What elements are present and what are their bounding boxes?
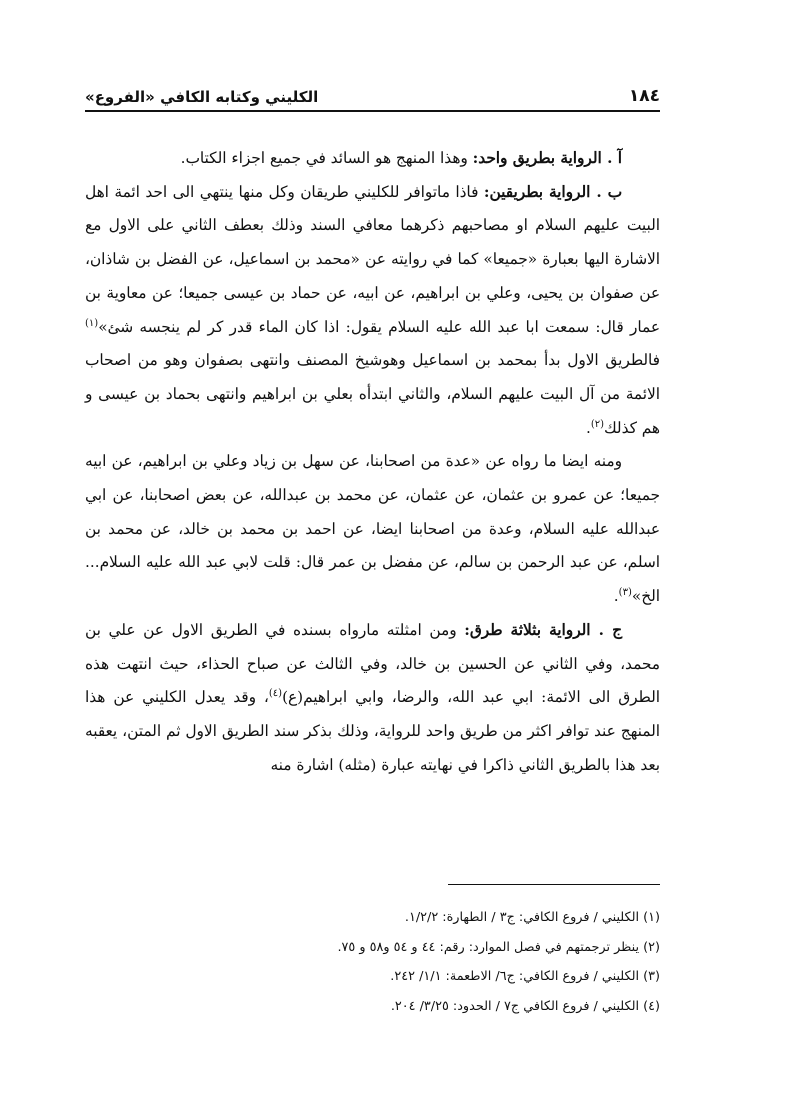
paragraph-text: وهذا المنهج هو السائد في جميع اجزاء الكتاب.	[180, 149, 473, 167]
paragraph-text: فاذا ماتوافر للكليني طريقان وكل منها ينتهي الى احد ائمة اهل البيت عليهم السلام او مصاحبهم ذكرهما معافي السند وذلك بعطف الثاني على الاول مع الاشارة اليها بعبارة «جميعا» كما في روايته عن «محمد بن اسماعيل، عن الفضل بن شاذان، عن صفوان بن يحيى، وعلي بن ابراهيم، عن ابيه، عن حماد بن عيسى جميعا؛ عن معاوية بن عمار قال: سمعت ابا عبد الله عليه السلام يقول: اذا كان الماء قدر كر لم ينجسه شئ»	[85, 182, 660, 336]
section-lead-a: آ . الرواية بطريق واحد:	[472, 149, 622, 167]
running-title: الكليني وكتابه الكافي «الفروع»	[85, 88, 319, 106]
section-lead-c: ج . الرواية بثلاثة طرق:	[464, 620, 622, 639]
footnote-ref-1[interactable]: (١)	[85, 317, 99, 329]
page-number: ١٨٤	[628, 86, 660, 106]
paragraph-text: .	[585, 418, 591, 437]
footnote-ref-4[interactable]: (٤)	[268, 688, 283, 700]
paragraph-text: ومنه ايضا ما رواه عن «عدة من اصحابنا، عن سهل بن زياد وعلي بن ابراهيم، عن ابيه جميعا؛ عن عمرو بن عثمان، عن عثمان، عن محمد بن عبدالله، عن بعض اصحابنا، عن ابي عبدالله عليه السلام، وعدة من اصحابنا ايضا، عن احمد بن محمد بن خالد، عن محمد بن اسلم، عن عبد الرحمن بن سالم، عن مفضل بن عمر قال: قلت لابي عبد الله عليه السلام... الخ»	[85, 452, 660, 606]
paragraph-text: فالطريق الاول بدأ بمحمد بن اسماعيل وهوشيخ المصنف وانتهى بصفوان وهو من اصحاب الائمة من آل البيت عليهم السلام، والثاني ابتدأه بعلي بن ابراهيم وانتهى بحماد بن عيسى و هم كذلك	[85, 351, 660, 437]
header-rule	[85, 110, 660, 112]
footnote-3: (٣) الكليني / فروع الكافي: ج٦/ الاطعمة: ١/١/ ٢٤٢.	[390, 969, 660, 984]
main-text	[85, 142, 660, 782]
paragraph-text: ومن امثلته مارواه بسنده في الطريق الاول عن علي بن محمد، وفي الثاني عن الحسين بن خالد، وفي الثالث عن صباح الحذاء، حيث انتهت هذه الطرق الى الائمة: ابي عبد الله، والرضا، وابي ابراهيم(ع)	[85, 620, 660, 707]
footnote-1: (١) الكليني / فروع الكافي: ج٣ / الطهارة: ١/٢/٢.	[404, 910, 660, 925]
section-lead-b: ب . الرواية بطريقين:	[483, 182, 622, 201]
page-header	[85, 78, 660, 106]
footnote-4: (٤) الكليني / فروع الكافي ج٧ / الحدود: ٣/٢٥/ ٢٠٤.	[390, 998, 660, 1014]
paragraph-three-chains	[85, 614, 660, 783]
footnote-2: (٢) ينظر ترجمتهم في فصل الموارد: رقم: ٤٤ و ٥٤ و٥٨ و ٧٥.	[337, 939, 660, 955]
paragraph-text: .	[613, 587, 619, 606]
footnote-ref-3[interactable]: (٣)	[618, 587, 632, 599]
paragraph-text: ، وقد يعدل الكليني عن هذا المنهج عند توافر اكثر من طريق واحد للرواية، وذلك بذكر سند الطريق الاول ثم المتن، يعقبه بعد هذا بالطريق الثاني ذاكرا في نهايته عبارة (مثله) اشارة منه	[85, 688, 660, 774]
footnote-ref-2[interactable]: (٢)	[590, 418, 605, 430]
paragraph-example	[85, 445, 660, 614]
paragraph-two-chains	[85, 176, 660, 446]
footnote-divider	[448, 884, 660, 885]
paragraph-single-chain	[85, 142, 660, 176]
footnotes	[85, 903, 660, 1021]
